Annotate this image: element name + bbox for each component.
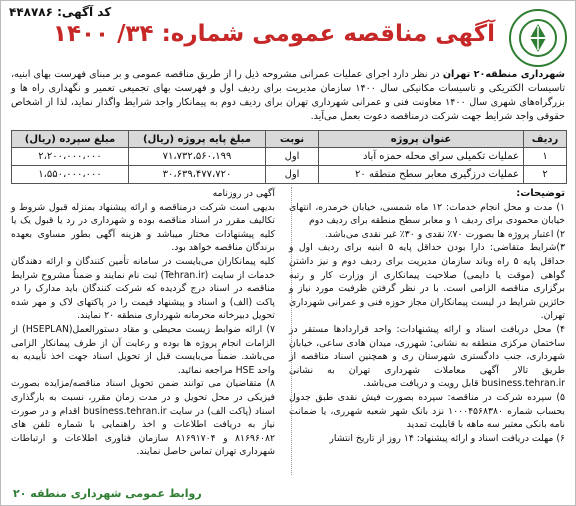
note-item: کلیه پیمانکاران می‌بایست در سامانه تأمین کنندگان و ارائه دهندگان خدمات از سایت (Tehran.ir) ثبت نام نمایند و ضمناً مشروح شرایط مناقصه در اسناد درج گردیده که شرکت کنندگان باید مدارک را در پاکت (الف) و اسناد و پیشنهاد قیمت را در پاکتهای لاک و مهر شده تحویل دبیرخانه محرمانه شهرداری منطقه ۲۰ نمایند. bbox=[11, 255, 275, 322]
col-header-row-number: ردیف bbox=[524, 131, 567, 148]
notes-title: توضیحات: bbox=[516, 188, 565, 199]
note-item: بدیهی است شرکت درمناقصه و ارائه پیشنهاد بمنزله قبول شروط و تکالیف مقرر در اسناد مناقصه بوده و شهرداری در رد یا قبول یک یا کلیه پیشنهادات مختار میباشد و هزینه آگهی بطور مساوی بعهده برندگان مناقصه خواهد بود. bbox=[11, 201, 275, 254]
table-row bbox=[12, 148, 567, 166]
note-item: ۸) متقاضیان می توانند ضمن تحویل اسناد مناقصه/مزایده بصورت فیزیکی در محل تحویل و در مدت زمان مقرر، نسبت به بارگذاری اسناد (پاکت الف) در سایت business.tehran.ir اقدام و در صورت نیاز به دریافت اطلاعات و اخذ راهنمایی با شماره تلفن های ۸۱۶۹۶۰۸۲ و ۸۱۶۹۱۷۰۴ سازمان فناوری اطلاعات و ارتباطات شهرداری تهران تماس حاصل نمایند. bbox=[11, 378, 276, 458]
intro-lead: شهرداری منطقه۲۰ تهران bbox=[442, 69, 565, 80]
cell-deposit: ۲،۲۰۰،۰۰۰،۰۰۰ bbox=[12, 148, 129, 166]
page-title: آگهی مناقصه عمومی شماره: ۳۴/ ۱۴۰۰ bbox=[52, 21, 495, 47]
cell-turn: اول bbox=[266, 148, 319, 166]
table-row bbox=[12, 166, 567, 184]
note-item: ۳)شرایط متقاضی: دارا بودن حداقل پایه ۵ ابنیه برای ردیف اول و حداقل پایه ۵ راه وباند سازمان مدیریت برای ردیف دوم و نیز داشتن گواهی (موقت یا دایمی) صلاحیت پیمانکاری از وزارت کار و رتبه برگزاری مناقصه الزامی است. با در نظر گرفتن ظرفیت مورد نیاز و حائزین شرایط در لیست پیمانکاران مجاز حوزه فنی و عمرانی شهرداری تهران. bbox=[289, 242, 565, 322]
intro-paragraph bbox=[11, 68, 565, 124]
col-header-deposit: مبلغ سپرده (ریال) bbox=[12, 131, 129, 148]
logo-emblem-icon bbox=[516, 16, 560, 60]
notes-left-column bbox=[11, 187, 275, 459]
note-item: آگهی در روزنامه bbox=[212, 188, 275, 199]
cell-base-amount: ۳۰،۶۳۹،۴۷۷،۷۲۰ bbox=[129, 166, 266, 184]
cell-turn: اول bbox=[266, 166, 319, 184]
cell-base-amount: ۷۱،۷۳۲،۵۶۰،۱۹۹ bbox=[129, 148, 266, 166]
note-item: ۶) مهلت دریافت اسناد و ارائه پیشنهاد: ۱۴ روز از تاریخ انتشار bbox=[329, 432, 565, 444]
note-item: ۴) محل دریافت اسناد و ارائه پیشنهادات: واحد قراردادها مستقر در ساختمان مرکزی منطقه به نشانی: شهرری، میدان هادی ساعی، خیابان شهرداری، جنب دادگستری شهرستان ری و همچنین اسناد مناقصه از طریق تالار آگهی معاملات شهرداری تهران به نشانی business.tehran.ir قابل رویت و دریافت می‌باشد. bbox=[289, 323, 565, 390]
tehran-municipality-logo bbox=[509, 9, 567, 67]
col-header-project-title: عنوان پروژه bbox=[319, 131, 524, 148]
notes-right-column bbox=[289, 187, 565, 445]
projects-table bbox=[11, 130, 567, 184]
cell-project-title: عملیات درزگیری معابر سطح منطقه ۲۰ bbox=[319, 166, 524, 184]
ad-code: کد آگهی: ۴۴۸۷۸۶ bbox=[9, 5, 112, 19]
cell-project-title: عملیات تکمیلی سرای محله حمزه آباد bbox=[319, 148, 524, 166]
note-item: ۷) ارائه ضوابط زیست محیطی و مقاد دستورالعمل(HSEPLAN) از الزامات انجام پروژه ها بوده و رعایت آن از طرف پیمانکار الزامی می‌باشد. ضمناً می‌بایست قبل از تحویل اسناد جهت اخذ تأییدیه به واحد HSE مراجعه نمائید. bbox=[11, 323, 275, 376]
footer-signature: روابط عمومی شهرداری منطقه ۲۰ bbox=[13, 487, 202, 500]
col-header-turn: نوبت bbox=[266, 131, 319, 148]
note-item: ۲) اعتبار پروژه ها بصورت ۷۰٪ نقدی و ۳۰٪ غیر نقدی می‌باشد. bbox=[324, 228, 565, 240]
intro-body: در نظر دارد اجرای عملیات عمرانی مشروحه ذیل را از طریق مناقصه عمومی و بر مبنای فهرست بهای ابنیه، تاسیسات الکتریکی و تاسیسات مکانیکی سال ۱۴۰۰ سازمان مدیریت برای ردیف اول و فهرست بهای تجمیعی تعمیر و نگهداری راه ها و بزرگراه‌های شهری سال ۱۴۰۰ معاونت فنی و عمرانی شهرداری تهران برای ردیف دوم به پیمانکار واجد شرایط واگذار نماید، لذا از اشخاص حقوقی واجد شرایط جهت شرکت درمناقصه دعوت بعمل می‌آید. bbox=[11, 69, 565, 122]
table-header-row bbox=[12, 131, 567, 148]
cell-row-number: ۲ bbox=[524, 166, 567, 184]
note-item: ۵) سپرده شرکت در مناقصه: سپرده بصورت فیش نقدی طبق جدول بحساب شماره ۱۰۰۰۴۵۶۸۳۸۰ نزد بانک شهر شعبه شهرری، یا ضمانت نامه بانکی معتبر سه ماهه با قابلیت تمدید bbox=[289, 391, 565, 431]
col-header-base-amount: مبلغ پایه پروژه (ریال) bbox=[129, 131, 266, 148]
note-item: ۱) مدت و محل انجام خدمات: ۱۲ ماه شمسی، خیابان خرمدره، انتهای خیابان محمودی برای ردیف ۱ و معابر سطح منطقه برای ردیف دوم bbox=[289, 201, 565, 227]
cell-row-number: ۱ bbox=[524, 148, 567, 166]
cell-deposit: ۱،۵۵۰،۰۰۰،۰۰۰ bbox=[12, 166, 129, 184]
